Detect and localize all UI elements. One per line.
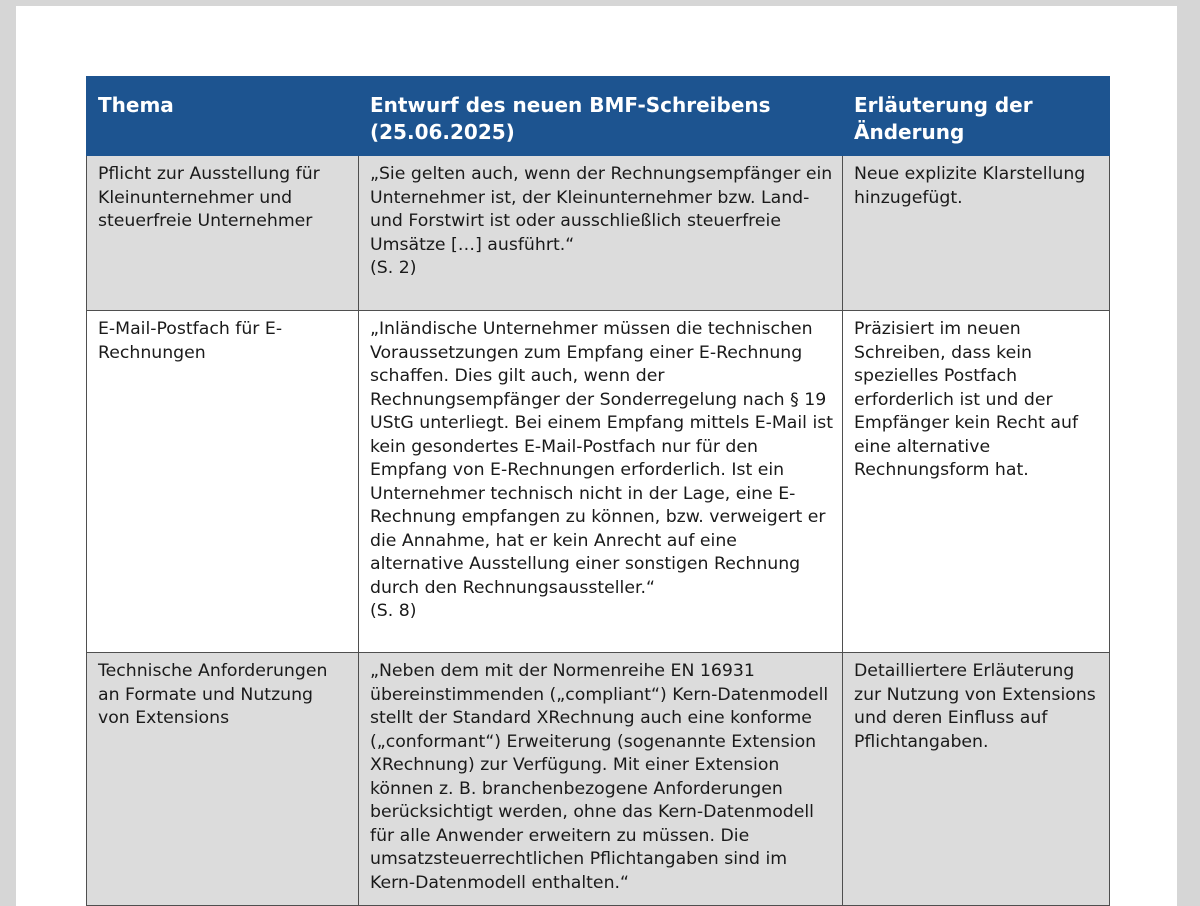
cell-draft [359, 311, 843, 653]
page-reference: (S. 8) [370, 601, 417, 621]
table-row [87, 156, 1110, 311]
cell-explanation: Neue explizite Klarstellung hinzugefügt. [843, 156, 1110, 311]
cell-explanation: Präzisiert im neuen Schreiben, dass kein spezielles Postfach erforderlich ist und der Empfänger kein Recht auf eine alternative Rechnungsform hat. [843, 311, 1110, 653]
table-body [87, 156, 1110, 906]
cell-topic: Technische Anforderungen an Formate und Nutzung von Extensions [87, 653, 359, 906]
cell-draft [359, 156, 843, 311]
cell-topic: Pflicht zur Ausstellung für Kleinunternehmer und steuerfreie Unternehmer [87, 156, 359, 311]
quote-text: „Inländische Unternehmer müssen die technischen Voraussetzungen zum Empfang einer E-Rechnung schaffen. Dies gilt auch, wenn der Rechnungsempfänger der Sonderregelung nach § 19 UStG unterliegt. Bei einem Empfang mittels E-Mail ist kein gesondertes E-Mail-Postfach nur für den Empfang von E-Rechnungen erforderlich. Ist ein Unternehmer technisch nicht in der Lage, eine E-Rechnung empfangen zu können, bzw. verweigert er die Annahme, hat er kein Anrecht auf eine alternative Ausstellung einer sonstigen Rechnung durch den Rechnungsaussteller.“ [370, 319, 834, 598]
table-row [87, 311, 1110, 653]
cell-explanation: Detailliertere Erläuterung zur Nutzung von Extensions und deren Einfluss auf Pflichtangaben. [843, 653, 1110, 906]
header-topic: Thema [87, 77, 359, 156]
table-header [87, 77, 1110, 156]
document-page [16, 6, 1177, 906]
comparison-table [86, 76, 1110, 906]
table-row [87, 653, 1110, 906]
header-explanation: Erläuterung der Änderung [843, 77, 1110, 156]
header-row [87, 77, 1110, 156]
cell-draft [359, 653, 843, 906]
quote-text: „Neben dem mit der Normenreihe EN 16931 übereinstimmenden („compliant“) Kern-Datenmodell stellt der Standard XRechnung auch eine konforme („conformant“) Erweiterung (sogenannte Extension XRechnung) zur Verfügung. Mit einer Extension können z. B. branchenbezogene Anforderungen berücksichtigt werden, ohne das Kern-Datenmodell für alle Anwender erweitern zu müssen. Die umsatzsteuerrechtlichen Pflichtangaben sind im Kern-Datenmodell enthalten.“ [370, 661, 829, 893]
quote-text: „Sie gelten auch, wenn der Rechnungsempfänger ein Unternehmer ist, der Kleinunternehmer bzw. Land- und Forstwirt ist oder ausschließlich steuerfreie Umsätze […] ausführt.“ [370, 164, 833, 255]
cell-topic: E-Mail-Postfach für E-Rechnungen [87, 311, 359, 653]
header-draft: Entwurf des neuen BMF-Schreibens (25.06.2025) [359, 77, 843, 156]
page-reference: (S. 2) [370, 258, 417, 278]
